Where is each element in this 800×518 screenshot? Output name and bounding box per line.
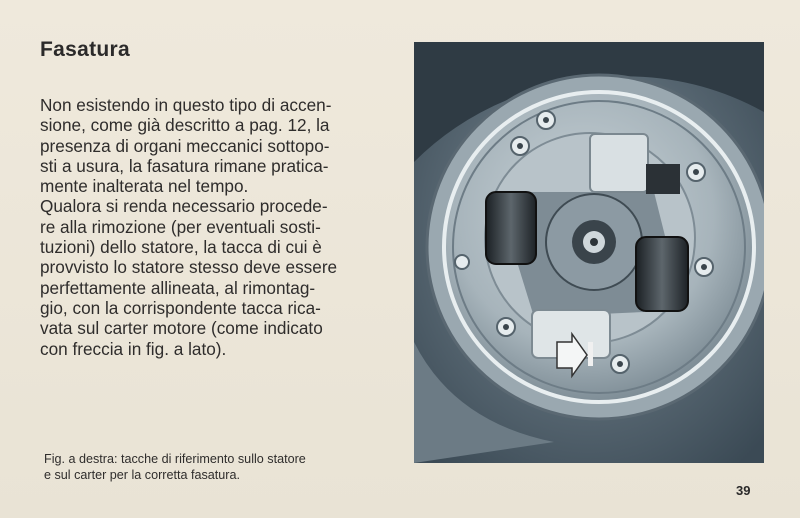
body-paragraph: Non esistendo in questo tipo di accen- sione, come già descritto a pag. 12, la presenza di organi meccanici sottopo- sti a usura, la fasatura rimane pratica- mente inalterata nel tempo. Qualora si renda necessario procede- re alla rimozione (per eventuali sosti- tuzioni) dello statore, la tacca di cui è provvisto lo statore stesso deve essere perfettamente allineata, al rimontag- gio, con la corrispondente tacca rica- vata sul carter motore (come indicato con freccia in fig. a lato).: [40, 95, 338, 359]
stator-photo: [414, 42, 764, 463]
page-number: 39: [736, 483, 751, 498]
page-title: Fasatura: [40, 38, 130, 61]
figure-caption: Fig. a destra: tacche di riferimento sullo statore e sul carter per la corretta fasatura.: [44, 452, 306, 482]
